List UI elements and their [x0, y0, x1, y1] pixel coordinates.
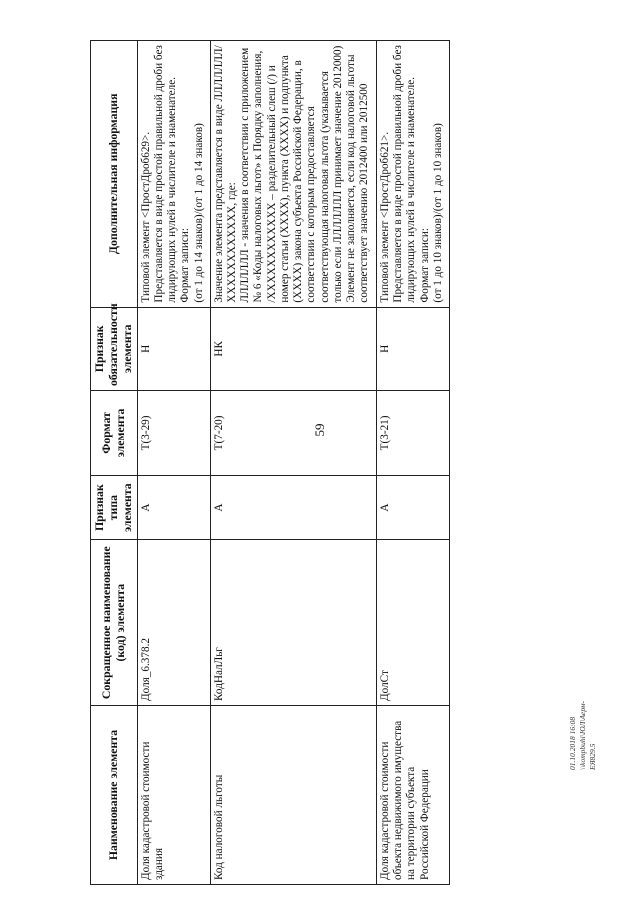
- header-required: Признак обязательности элемента: [91, 307, 138, 390]
- cell-code: Доля_6.378.2: [137, 540, 210, 706]
- info-line: Представляется в виде простой правильной дроби без лидирующих нулей в числителе и знаменателе.: [152, 45, 179, 303]
- info-line: Типовой элемент <ПростДроб629>.: [139, 131, 152, 303]
- cell-name: Доля кадастровой стоимости здания: [137, 705, 210, 884]
- cell-type: А: [376, 475, 449, 540]
- header-name: Наименование элемента: [91, 705, 138, 884]
- stamp-path: \\kompbuhi\ЮЛ\Аерм-ЕЯ829.5: [577, 700, 597, 770]
- stamp-date: 01.10.2018 16:08: [568, 716, 577, 770]
- cell-required: НК: [210, 307, 376, 390]
- info-line: ЛЛЛЛЛЛЛ - значения в соответствии с приложением № 6 «Коды налоговых льгот» к Порядку заполнения,: [239, 47, 265, 303]
- cell-info: [137, 41, 210, 308]
- info-line: Типовой элемент <ПростДроб621>.: [378, 131, 391, 303]
- cell-format: Т(7-20): [210, 391, 376, 476]
- header-info: Дополнительная информация: [91, 41, 138, 308]
- cell-code: КодНалЛьг: [210, 540, 376, 706]
- info-line: Элемент не заполняется, если код налоговой льготы соответствует значению 2012400 или 2012500: [344, 54, 371, 303]
- cell-required: Н: [137, 307, 210, 390]
- info-line: (от 1 до 10 знаков)/(от 1 до 10 знаков): [431, 123, 444, 303]
- document-sheet: [90, 40, 450, 885]
- table-row: [210, 41, 376, 885]
- cell-name: Код налоговой льготы: [210, 705, 376, 884]
- header-type: Признак типа элемента: [91, 475, 138, 540]
- info-line: /ХХХХХХХХХХХХ – разделительный слеш (/) и номер статьи (ХХХХ), пункта (ХХХХ) и подпункта (ХХХХ) закона субъекта Российской Федерации, в соответствии с которым предоставляется соответствующая налоговая льгота (указывается только если ЛЛЛЛЛЛЛ принимает значение 2012000): [265, 45, 344, 303]
- rotated-table-wrapper: [90, 40, 450, 885]
- cell-required: Н: [376, 307, 449, 390]
- table-header-row: [91, 41, 138, 885]
- info-line: (от 1 до 14 знаков)/(от 1 до 14 знаков): [192, 123, 205, 303]
- cell-code: ДолСт: [376, 540, 449, 706]
- info-line: Формат записи:: [179, 228, 192, 303]
- info-line: Представляется в виде простой правильной дроби без лидирующих нулей в числителе и знаменателе.: [392, 45, 418, 303]
- print-stamp: [568, 698, 597, 770]
- elements-table: [90, 40, 450, 885]
- cell-name: Доля кадастровой стоимости объекта недвижимого имущества на территории субъекта Российской Федерации: [376, 705, 449, 884]
- cell-type: А: [137, 475, 210, 540]
- info-line: Формат записи:: [418, 228, 431, 303]
- info-line: Значение элемента представляется в виде ЛЛЛЛЛЛЛ/ХХХХХХХХХХХХ, где:: [212, 45, 239, 303]
- page-number: 59: [312, 423, 327, 437]
- cell-format: Т(3-21): [376, 391, 449, 476]
- table-row: [376, 41, 449, 885]
- table-row: [137, 41, 210, 885]
- header-short-name: Сокращенное наименование (код) элемента: [91, 540, 138, 706]
- cell-type: А: [210, 475, 376, 540]
- cell-format: Т(3-29): [137, 391, 210, 476]
- cell-info: [376, 41, 449, 308]
- header-format: Формат элемента: [91, 391, 138, 476]
- cell-info: [210, 41, 376, 308]
